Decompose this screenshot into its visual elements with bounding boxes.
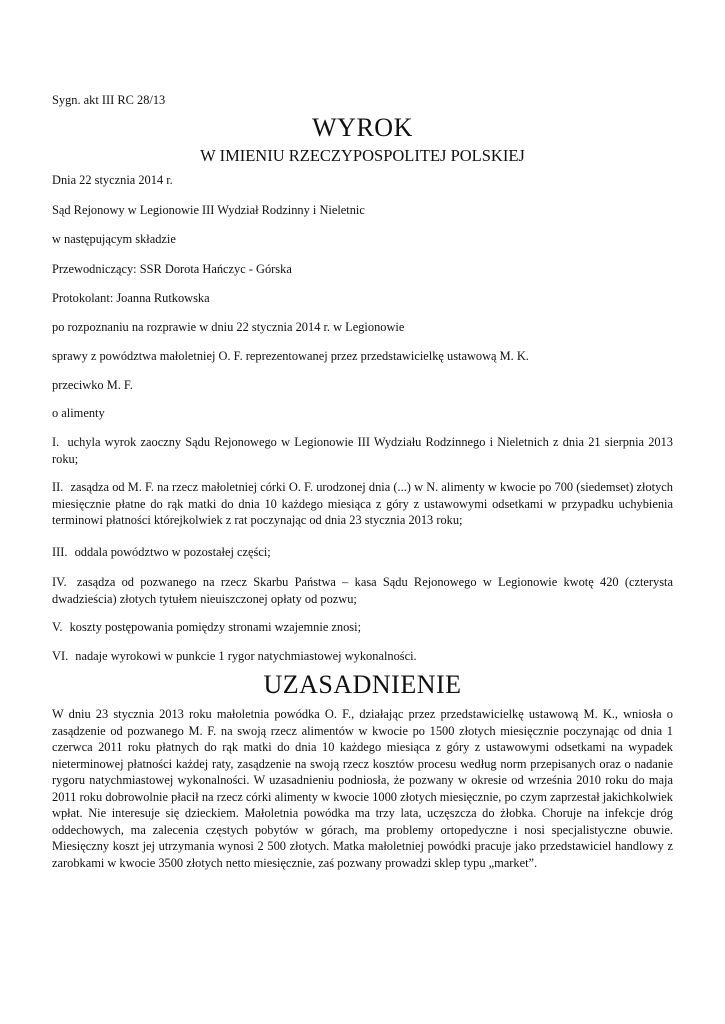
justification-text: W dniu 23 stycznia 2013 roku małoletnia powódka O. F., działając przez przedstawicielkę ustawową M. K., wniosła o zasądzenie od pozwanego M. F. na swoją rzecz alimentów w kwocie po 1500 złotych miesięcznie poczynając od dnia 1 czerwca 2011 roku płatnych do rąk matki do dnia 10 każdego miesiąca z góry z ustawowymi odsetkami na wypadek nieterminowej płatności każdej raty, zasądzenie na swoją rzecz kosztów procesu według norm przepisanych oraz o nadanie rygoru natychmiastowej wykonalności. W uzasadnieniu podniosła, że pozwany w okresie od września 2010 roku do maja 2011 roku dobrowolnie płacił na rzecz córki alimenty w kwocie 1000 złotych miesięcznie, po czym zaprzestał jakichkolwiek wpłat. Nie interesuje się dzieckiem. Małoletnia powódka ma trzy lata, uczęszcza do żłobka. Choruje na infekcje dróg oddechowych, ma zalecenia częstych pobytów w górach, ma problemy ortopedyczne i nosi specjalistyczne obuwie. Miesięczny koszt jej utrzymania wynosi 2 500 złotych. Matka małoletniej powódki pracuje jako przedstawiciel handlowy z zarobkami w kwocie 3500 złotych netto miesięcznie, zaś pozwany prowadzi sklep typu „market”. — [52, 707, 673, 870]
hearing-info: po rozpoznaniu na rozprawie w dniu 22 stycznia 2014 r. w Legionowie — [52, 320, 405, 334]
ruling-number: VI. — [52, 649, 69, 663]
court-name: Sąd Rejonowy w Legionowie III Wydział Rodzinny i Nieletnic — [52, 203, 365, 217]
case-subject: o alimenty — [52, 406, 105, 420]
ruling-text: nadaje wyrokowi w punkcie 1 rygor natychmiastowej wykonalności. — [75, 649, 417, 663]
ruling-text: uchyla wyrok zaoczny Sądu Rejonowego w Legionowie III Wydziału Rodzinnego i Nieletnich z dnia 21 sierpnia 2013 roku; — [52, 435, 673, 466]
ruling-number: I. — [52, 435, 60, 449]
ruling-item — [52, 574, 673, 607]
ruling-number: IV. — [52, 575, 67, 589]
court-reporter: Protokolant: Joanna Rutkowska — [52, 291, 210, 305]
ruling-item — [52, 648, 673, 665]
ruling-number: III. — [52, 545, 68, 559]
case-defendant: przeciwko M. F. — [52, 378, 133, 392]
ruling-text: zasądza od pozwanego na rzecz Skarbu Państwa – kasa Sądu Rejonowego w Legionowie kwotę 420 (czterysta dwadzieścia) złotych tytułem nieuiszczonej opłaty od pozwu; — [52, 575, 673, 606]
ruling-item — [52, 434, 673, 467]
ruling-item — [52, 619, 673, 636]
ruling-item — [52, 544, 673, 561]
judgment-date: Dnia 22 stycznia 2014 r. — [52, 173, 173, 187]
document-subtitle: W IMIENIU RZECZYPOSPOLITEJ POLSKIEJ — [200, 146, 525, 165]
ruling-text: oddala powództwo w pozostałej części; — [74, 545, 271, 559]
presiding-judge: Przewodniczący: SSR Dorota Hańczyc - Górska — [52, 262, 292, 276]
ruling-text: zasądza od M. F. na rzecz małoletniej córki O. F. urodzonej dnia (...) w N. alimenty w kwocie po 700 (siedemset) złotych miesięcznie płatne do rąk matki do dnia 10 każdego miesiąca z góry z ustawowymi odsetkami w przypadku uchybienia terminowi płatności którejkolwiek z rat poczynając od dnia 23 stycznia 2013 roku; — [52, 480, 674, 527]
composition-intro: w następującym składzie — [52, 232, 176, 246]
justification-title: UZASADNIENIE — [263, 670, 462, 699]
ruling-text: koszty postępowania pomiędzy stronami wzajemnie znosi; — [69, 620, 362, 634]
document-title: WYROK — [312, 113, 413, 142]
ruling-item — [52, 479, 673, 529]
ruling-number: II. — [52, 480, 64, 494]
case-plaintiff: sprawy z powództwa małoletniej O. F. reprezentowanej przez przedstawicielkę ustawową M. K. — [52, 349, 529, 363]
ruling-number: V. — [52, 620, 63, 634]
case-signature: Sygn. akt III RC 28/13 — [52, 93, 166, 107]
